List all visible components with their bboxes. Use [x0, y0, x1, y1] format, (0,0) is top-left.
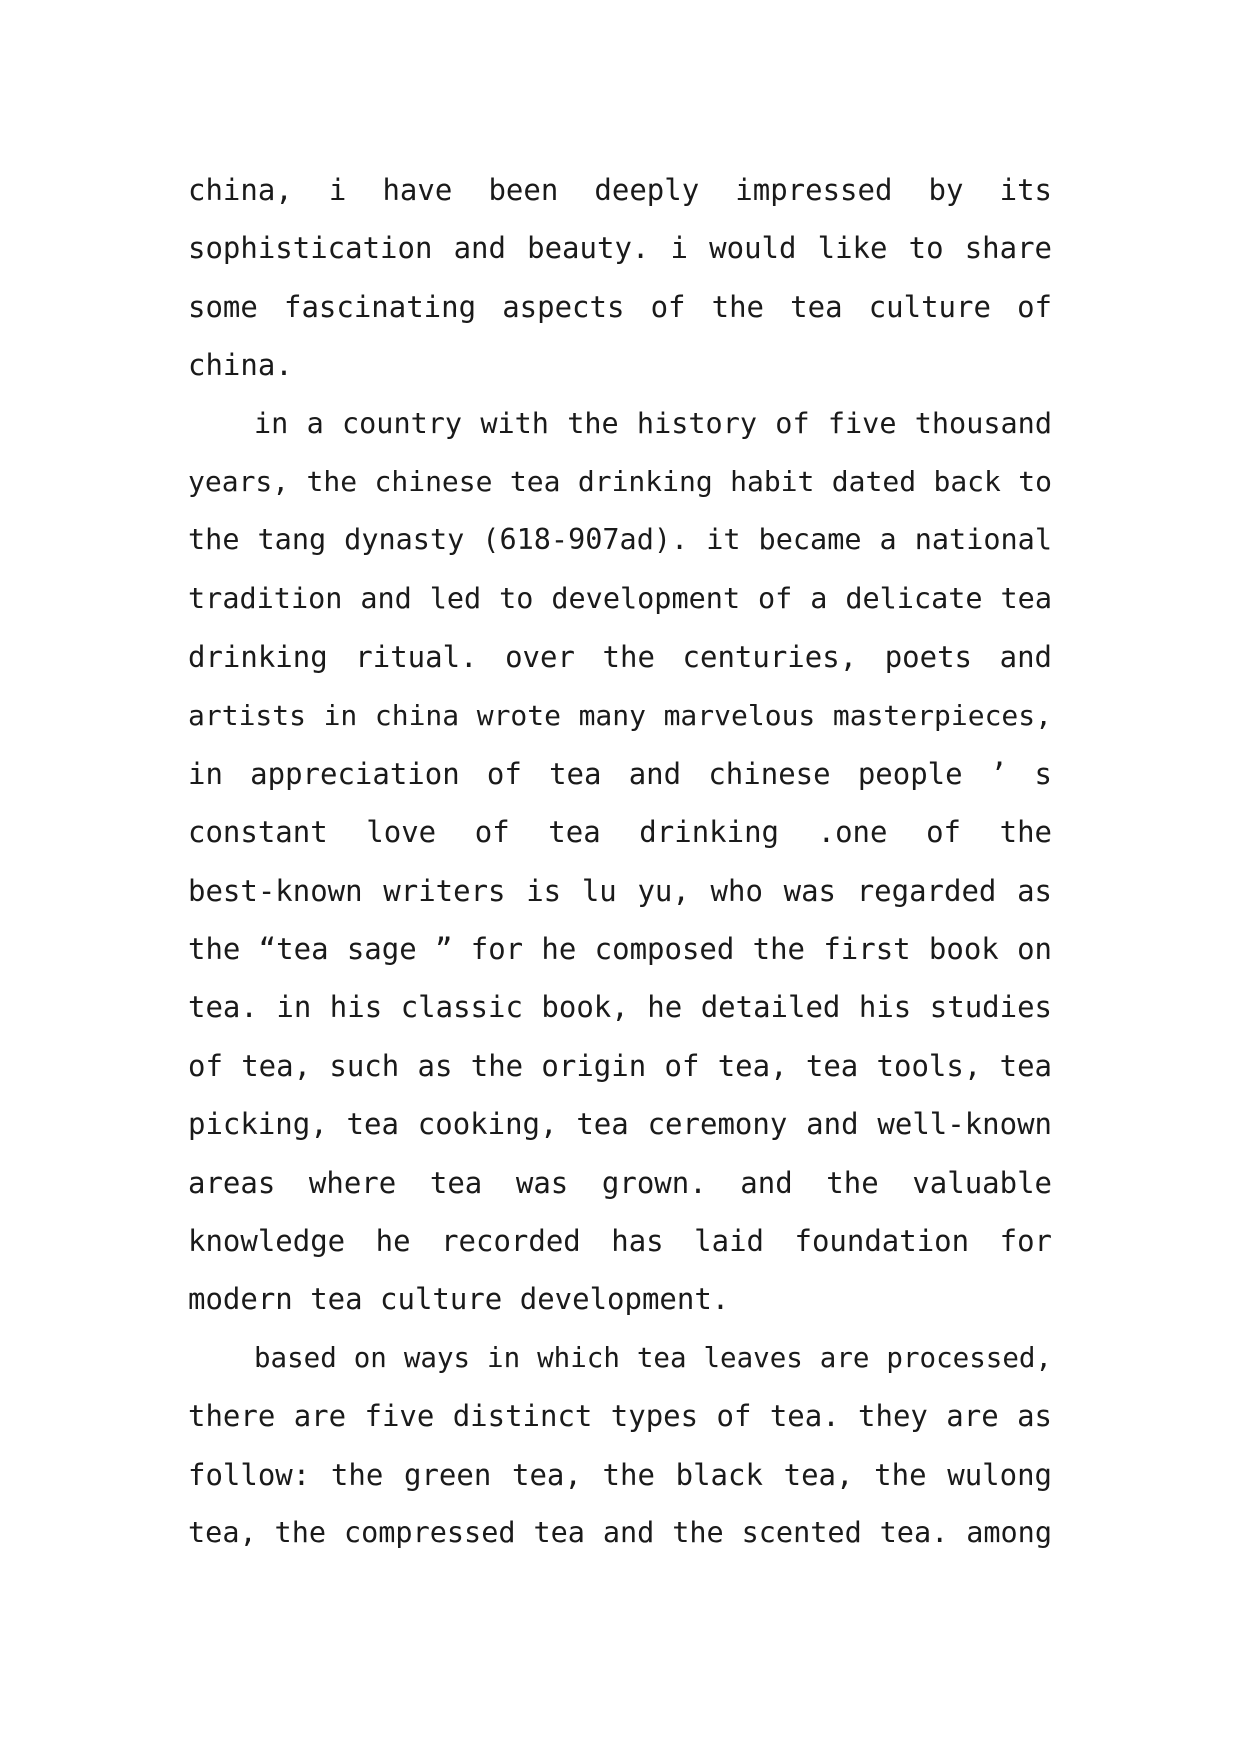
text-line: china. — [188, 348, 293, 383]
text-line: some fascinating aspects of the tea culture of — [188, 289, 1052, 324]
text-line: knowledge he recorded has laid foundation for — [188, 1224, 1052, 1259]
paragraph-history — [188, 395, 1052, 1329]
text-line: artists in china wrote many marvelous masterpieces, — [188, 698, 1052, 732]
text-line: drinking ritual. over the centuries, poets and — [188, 640, 1052, 675]
paragraph-tea-types — [188, 1329, 1052, 1563]
text-line: there are five distinct types of tea. they are as — [188, 1399, 1052, 1434]
text-line: sophistication and beauty. i would like to share — [188, 231, 1052, 266]
text-line: tea. in his classic book, he detailed his studies — [188, 990, 1052, 1025]
text-line: modern tea culture development. — [188, 1282, 730, 1317]
paragraph-intro — [188, 161, 1052, 395]
document-body — [188, 161, 1052, 1562]
text-line: constant love of tea drinking .one of the — [188, 815, 1052, 850]
text-line: follow: the green tea, the black tea, the wulong — [188, 1457, 1052, 1492]
text-line: picking, tea cooking, tea ceremony and well-known — [188, 1107, 1052, 1142]
text-line: the “tea sage ” for he composed the first book on — [188, 932, 1052, 967]
text-line: best-known writers is lu yu, who was regarded as — [188, 873, 1052, 908]
text-line: years, the chinese tea drinking habit dated back to — [188, 464, 1052, 498]
text-line: of tea, such as the origin of tea, tea tools, tea — [188, 1048, 1052, 1083]
text-line: the tang dynasty (618-907ad). it became a national — [188, 523, 1052, 557]
text-line: in appreciation of tea and chinese people ’ s — [188, 756, 1052, 791]
text-line: in a country with the history of five thousand — [254, 406, 1052, 440]
text-line: areas where tea was grown. and the valuable — [188, 1165, 1052, 1200]
text-line: tea, the compressed tea and the scented tea. among — [188, 1515, 1052, 1549]
text-line: china, i have been deeply impressed by its — [188, 173, 1052, 207]
text-line: based on ways in which tea leaves are processed, — [254, 1341, 1052, 1374]
text-line: tradition and led to development of a delicate tea — [188, 581, 1052, 615]
